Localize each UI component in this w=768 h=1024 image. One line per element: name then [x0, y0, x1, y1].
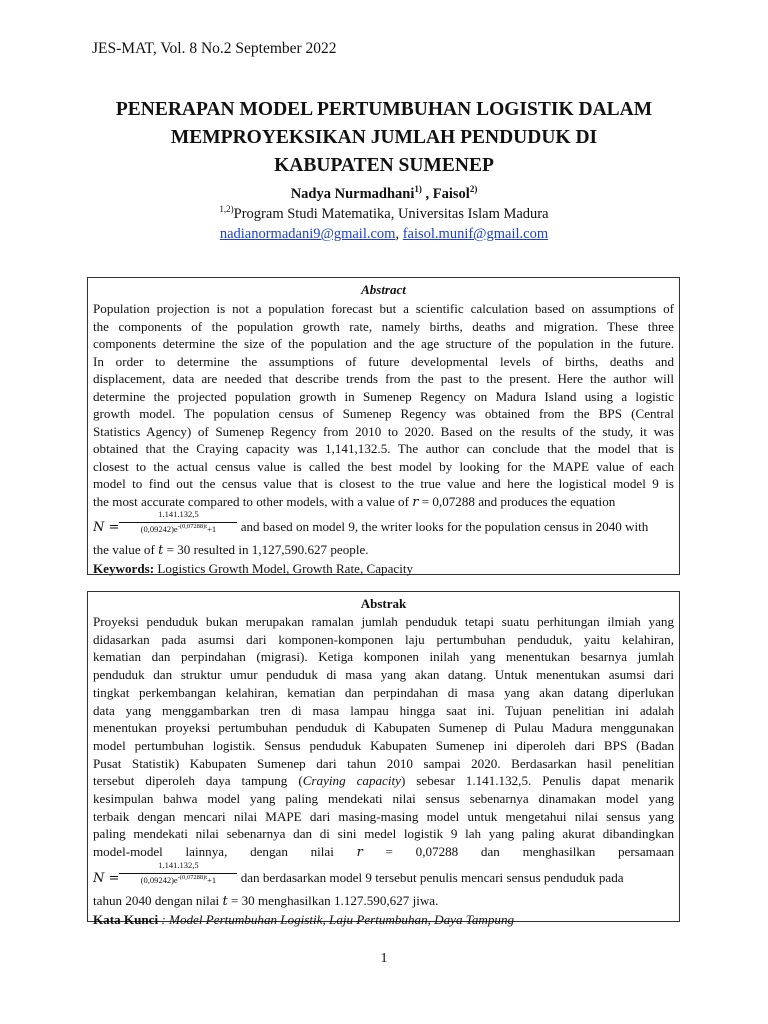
email-link[interactable]: faisol.munif@gmail.com [402, 226, 549, 242]
fraction-denominator [119, 524, 237, 534]
abstrak-line: kematian dan perpindahan (migrasi). Ketiga komponen inilah yang menentukan besarnya jumlah [93, 649, 674, 665]
result-suffix: = 30 menghasilkan 1.127.590,627 jiwa. [227, 892, 439, 908]
t-symbol: t [158, 543, 164, 558]
abstrak-line: data yang menggambarkan tren di masa lampau hingga saat ini. Tujuan penelitian ini adalah [93, 702, 674, 718]
affiliation-text: Program Studi Matematika, Universitas Islam Madura [233, 206, 549, 222]
abstract-line-r-value [93, 493, 674, 512]
denominator-tail: +1 [207, 524, 217, 534]
kata-kunci-text: : Model Pertumbuhan Logistik, Laju Pertumbuhan, Daya Tampung [158, 911, 515, 927]
abstrak-line: penduduk dan struktur umur penduduk di masa yang akan datang. Untuk menentukan asumsi dari [93, 667, 674, 683]
fraction-numerator: 1.141.132,5 [158, 861, 199, 870]
keywords-line [93, 560, 674, 578]
abstract-line: closest to the actual census value is called the best model by looking for the MAPE value of each [93, 458, 674, 474]
abstrak-line: menentukan proyeksi pertumbuhan penduduk di Kabupaten Sumenep di Pulau Madura menggunakan [93, 720, 674, 736]
journal-header: JES-MAT, Vol. 8 No.2 September 2022 [92, 40, 337, 57]
abstract-line: In order to determine the assumptions of future developmental levels of births, deaths and [93, 353, 674, 369]
abstrak-line-r-value [93, 843, 674, 862]
abstract-line: model to find out the census value that is closest to the true value and here the logistical model 9 is [93, 476, 674, 491]
equation-line [93, 862, 674, 892]
capacity-suffix: ) sebesar 1.141.132,5. Penulis dapat menarik [400, 773, 674, 789]
r-symbol: r [412, 494, 419, 510]
abstrak-line: model pertumbuhan logistik. Sensus penduduk Kabupaten Sumenep ini diperoleh dari BPS (Badan [93, 737, 674, 753]
author-name: Nadya Nurmadhani [290, 186, 415, 202]
page-number: 1 [380, 951, 388, 966]
author-sup: 2) [469, 184, 478, 194]
denominator-exponent: -(0,07288)t [177, 523, 208, 530]
denominator-base: (0,09242)e [140, 874, 178, 885]
r-value-suffix: = 0,07288 and produces the equation [418, 493, 616, 509]
author-sup: 1) [414, 184, 422, 194]
equation-fraction [119, 862, 237, 890]
author-name-2: , Faisol [421, 186, 470, 202]
keywords-label: Keywords: [93, 560, 155, 576]
abstract-line: displacement, data are needed that describe trends from the past to the present. Here the author will [93, 371, 674, 386]
title-line: MEMPROYEKSIKAN JUMLAH PENDUDUK DI [170, 127, 598, 148]
abstract-line: the components of the population growth rate, namely births, deaths and migration. These three [93, 318, 674, 334]
kata-kunci-label: Kata Kunci [93, 911, 159, 927]
t-symbol: t [222, 893, 228, 909]
email-separator: , [395, 226, 403, 242]
equation-line [93, 511, 674, 541]
fraction-denominator [119, 875, 237, 885]
result-prefix: tahun 2040 dengan nilai [93, 892, 223, 908]
abstrak-line: kesimpulan bahwa model yang paling mendekati nilai sensus sebenarnya dinamakan model yang [93, 791, 674, 807]
abstract-english-box [87, 277, 680, 575]
abstrak-line-result [93, 892, 674, 911]
abstract-line: Statistics Agency) of Sumenep Regency from 2010 to 2020. Based on the results of the study, it was [93, 423, 674, 439]
equation-after-text: and based on model 9, the writer looks for the population census in 2040 with [240, 519, 649, 534]
abstrak-line: didasarkan pada asumsi dari komponen-komponen laju pertumbuhan penduduk, yaitu kelahiran, [93, 631, 674, 647]
abstract-line: obtained that the Craying capacity was 1,141,132.5. The author can conclude that the model that is [93, 441, 674, 456]
abstract-indonesian-box [87, 591, 680, 927]
abstract-indonesian-body [93, 613, 674, 928]
r-value-suffix: = 0,07288 dan menghasilkan persamaan [362, 844, 674, 860]
abstrak-line: tingkat perkembangan kelahiran, kematian dan perpindahan di masa yang akan datang diperlukan [93, 684, 674, 700]
abstrak-heading: Abstrak [360, 596, 407, 611]
paper-title [60, 96, 708, 180]
denominator-exponent: -(0,07288)t [177, 873, 208, 881]
abstrak-line: terbaik dengan mencari nilai MAPE dari masing-masing model untuk mengetahui nilai sensus yang [93, 808, 674, 824]
equation-n: N = [93, 520, 120, 535]
abstrak-line-capacity [93, 772, 674, 790]
author-list [0, 186, 768, 203]
denominator-base: (0,09242)e [140, 524, 178, 534]
equation-n: N = [93, 870, 120, 886]
title-line: PENERAPAN MODEL PERTUMBUHAN LOGISTIK DALAM [115, 99, 653, 120]
r-value-prefix: model-model lainnya, dengan nilai [93, 844, 357, 860]
abstract-line: determine the projected population growth in Sumenep Regency on Madura Island using a logistic [93, 388, 674, 404]
abstract-english-body [93, 300, 674, 577]
fraction-numerator: 1.141.132,5 [158, 511, 199, 519]
email-link[interactable]: nadianormadani9@gmail.com [219, 226, 396, 242]
equation-fraction [119, 511, 237, 539]
title-line: KABUPATEN SUMENEP [274, 155, 494, 176]
abstract-heading: Abstract [361, 282, 406, 297]
kata-kunci-line [93, 911, 674, 929]
r-symbol: r [356, 845, 363, 861]
r-value-prefix: the most accurate compared to other models, with a value of [93, 493, 413, 509]
abstract-line: components determine the size of the population and the age structure of the population in the future. [93, 336, 674, 351]
author-emails [0, 226, 768, 243]
affiliation [0, 206, 768, 223]
abstract-line: growth model. The population census of Sumenep Regency was obtained from the BPS (Central [93, 406, 674, 421]
affiliation-sup: 1,2) [219, 204, 234, 214]
result-suffix: = 30 resulted in 1,127,590.627 people. [163, 542, 369, 557]
keywords-text: Logistics Growth Model, Growth Rate, Capacity [154, 560, 414, 576]
denominator-tail: +1 [207, 874, 217, 885]
equation-after-text: dan berdasarkan model 9 tersebut penulis mencari sensus penduduk pada [240, 869, 624, 885]
result-prefix: the value of [93, 542, 159, 557]
abstract-line-result [93, 541, 674, 560]
abstrak-line: Proyeksi penduduk bukan merupakan ramalan jumlah penduduk tetapi suatu perhitungan ilmiah yang [93, 614, 674, 629]
capacity-italic: Craying capacity [302, 773, 401, 789]
abstract-line: Population projection is not a population forecast but a scientific calculation based on assumptions of [93, 301, 674, 316]
abstrak-line: Pusat Statistik) Kabupaten Sumenep dari tahun 2010 sampai 2020. Berdasarkan hasil penelitian [93, 755, 674, 771]
abstrak-line: paling mendekati nilai sebenarnya dan di sini medel logistik 9 lah yang paling akurat dibandingkan [93, 826, 674, 842]
capacity-prefix: tersebut diperoleh daya tampung ( [93, 773, 303, 789]
